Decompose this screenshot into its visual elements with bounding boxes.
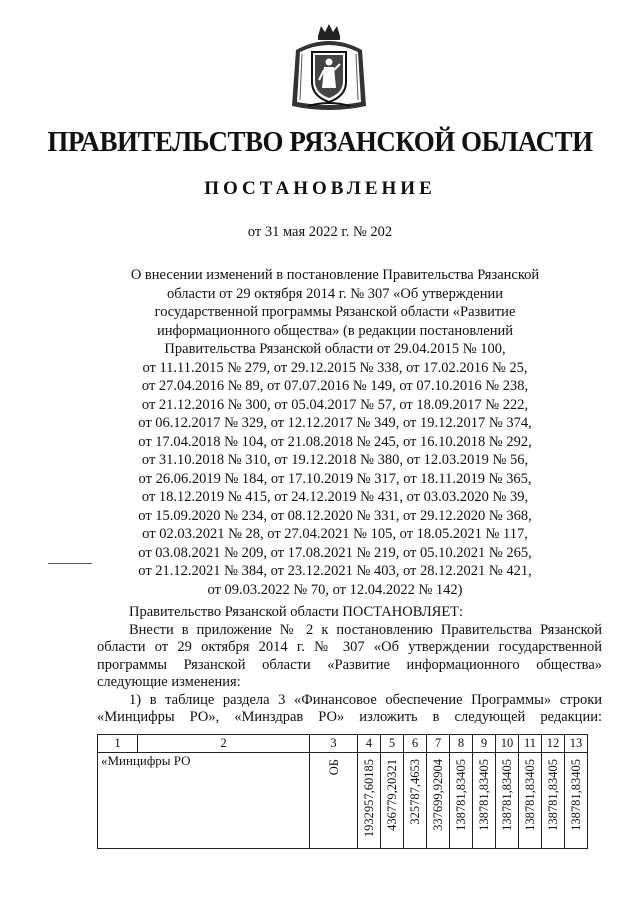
intro-line: программы Рязанской области «Развитие информационного общества» [97, 656, 602, 673]
margin-divider [48, 563, 92, 564]
value-cell [427, 753, 450, 849]
column-number: 7 [427, 735, 450, 753]
subject-line: от 27.04.2016 № 89, от 07.07.2016 № 149, от 07.10.2016 № 238, [141, 378, 529, 394]
value-cell [358, 753, 381, 849]
value-cell [496, 753, 519, 849]
subject-line: О внесении изменений в постановление Правительства Рязанской [130, 267, 540, 283]
value-cell [542, 753, 565, 849]
subject-line: от 15.09.2020 № 234, от 08.12.2020 № 331, от 29.12.2020 № 368, [138, 507, 532, 524]
column-number: 5 [381, 735, 404, 753]
column-number: 6 [404, 735, 427, 753]
coat-of-arms-icon [288, 22, 370, 112]
value: 138781,83405 [500, 759, 514, 831]
value-cell [473, 753, 496, 849]
column-number: 10 [496, 735, 519, 753]
column-number: 11 [519, 735, 542, 753]
value: 138781,83405 [523, 759, 537, 831]
organization-title: ПРАВИТЕЛЬСТВО РЯЗАНСКОЙ ОБЛАСТИ [47, 126, 593, 158]
table-row [98, 753, 588, 849]
value: 325787,4653 [408, 759, 422, 825]
subject-line: от 21.12.2021 № 384, от 23.12.2021 № 403, от 28.12.2021 № 421, [138, 563, 532, 579]
item-line: «Минцифры РО», «Минздрав РО» изложить в следующей редакции: [97, 709, 602, 725]
column-number: 1 [98, 735, 138, 753]
subject-line: от 06.12.2017 № 329, от 12.12.2017 № 349, от 19.12.2017 № 374, [138, 415, 532, 431]
value: 436779,20321 [385, 759, 399, 831]
row-label: «Минцифры РО [98, 753, 310, 849]
value: 138781,83405 [569, 759, 583, 831]
value-cell [565, 753, 588, 849]
subject-line: от 11.11.2015 № 279, от 29.12.2015 № 338, от 17.02.2016 № 25, [142, 359, 528, 376]
subject-line: от 03.08.2021 № 209, от 17.08.2021 № 219, от 05.10.2021 № 265, [138, 544, 532, 561]
subject-line: Правительства Рязанской области от 29.04.2015 № 100, [164, 341, 506, 357]
document-body [97, 604, 602, 727]
column-number: 8 [450, 735, 473, 753]
subject-line: информационного общества» (в редакции постановлений [157, 322, 513, 339]
value-cell [404, 753, 427, 849]
item-line: 1) в таблице раздела 3 «Финансовое обеспечение Программы» строки [129, 691, 602, 708]
subject-line: области от 29 октября 2014 г. № 307 «Об утверждении [167, 285, 503, 302]
value-cell [519, 753, 542, 849]
document-date-number: от 31 мая 2022 г. № 202 [247, 224, 393, 240]
value: 138781,83405 [477, 759, 491, 831]
document-subject [100, 266, 570, 599]
funding-source-cell [310, 753, 358, 849]
resolution-statement: Правительство Рязанской области ПОСТАНОВЛЯЕТ: [129, 604, 464, 620]
intro-line: Внести в приложение № 2 к постановлению Правительства Рязанской [129, 621, 602, 638]
subject-line: от 02.03.2021 № 28, от 27.04.2021 № 105, от 18.05.2021 № 117, [142, 526, 528, 542]
column-number: 9 [473, 735, 496, 753]
financing-table [97, 734, 588, 849]
value-cell [381, 753, 404, 849]
subject-line: от 31.10.2018 № 310, от 19.12.2018 № 380, от 12.03.2019 № 56, [141, 452, 529, 468]
column-number: 4 [358, 735, 381, 753]
document-type: ПОСТАНОВЛЕНИЕ [204, 178, 436, 199]
funding-source: ОБ [326, 759, 341, 776]
value: 138781,83405 [546, 759, 560, 831]
subject-line: от 18.12.2019 № 415, от 24.12.2019 № 431, от 03.03.2020 № 39, [141, 489, 529, 505]
column-number: 2 [138, 735, 310, 753]
value-cell [450, 753, 473, 849]
column-number: 3 [310, 735, 358, 753]
subject-line: от 09.03.2022 № 70, от 12.04.2022 № 142) [207, 581, 463, 598]
intro-line: следующие изменения: [97, 674, 241, 690]
subject-line: государственной программы Рязанской области «Развитие [154, 304, 516, 320]
table-header-row [98, 735, 588, 753]
subject-line: от 21.12.2016 № 300, от 05.04.2017 № 57, от 18.09.2017 № 222, [141, 396, 529, 413]
value: 337699,92904 [431, 759, 445, 831]
intro-line: области от 29 октября 2014 г. № 307 «Об утверждении государственной [97, 639, 602, 655]
column-number: 12 [542, 735, 565, 753]
column-number: 13 [565, 735, 588, 753]
subject-line: от 17.04.2018 № 104, от 21.08.2018 № 245, от 16.10.2018 № 292, [138, 433, 532, 450]
subject-line: от 26.06.2019 № 184, от 17.10.2019 № 317, от 18.11.2019 № 365, [138, 470, 532, 487]
value: 1932957,60185 [362, 759, 376, 838]
value: 138781,83405 [454, 759, 468, 831]
